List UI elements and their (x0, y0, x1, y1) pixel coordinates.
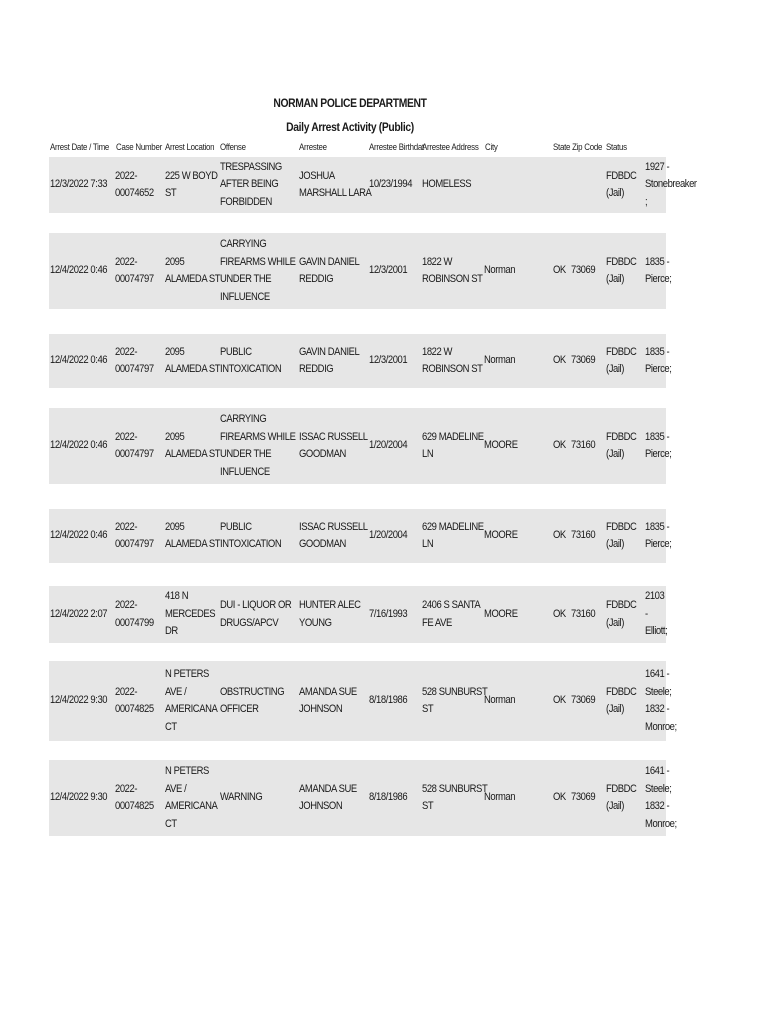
cell-arrestee-birthdate (369, 760, 413, 836)
cell-offense-text: PUBLIC INTOXICATION (220, 345, 282, 375)
table-row (49, 586, 666, 643)
cell-status-text: FDBDC (Jail) (606, 685, 637, 715)
cell-arrestee-address (422, 334, 492, 388)
cell-arrestee-text: AMANDA SUE JOHNSON (299, 782, 357, 812)
cell-zip-code-text: 73160 (571, 607, 596, 620)
cell-case-number-text: 2022- 00074797 (115, 255, 154, 285)
cell-state (553, 408, 568, 484)
cell-arrestee (299, 233, 369, 309)
cell-arresting-officer (645, 157, 705, 213)
table-row (49, 157, 697, 213)
cell-arrestee-text: ISSAC RUSSELL GOODMAN (299, 520, 368, 550)
cell-arrest-date-time-text: 12/4/2022 0:46 (50, 529, 108, 542)
cell-arrestee-birthdate (369, 334, 413, 388)
cell-state-text: OK (553, 607, 566, 620)
cell-status-text: FDBDC (Jail) (606, 169, 637, 199)
cell-status (606, 408, 641, 484)
cell-arrestee (299, 509, 379, 563)
cell-arresting-officer (645, 661, 682, 741)
cell-zip-code-text: 73069 (571, 264, 596, 277)
cell-offense-text: DUI - LIQUOR OR DRUGS/APCV (220, 599, 292, 629)
cell-city-text: MOORE (484, 439, 518, 452)
cell-state-text: OK (553, 354, 566, 367)
cell-arrestee-birthdate (369, 586, 413, 643)
cell-arrestee-address-text: 629 MADELINE LN (422, 520, 484, 550)
cell-arrest-location-text: N PETERS AVE / AMERICANA CT (165, 668, 218, 733)
header-arrest-date-time: Arrest Date / Time (50, 142, 110, 152)
cell-case-number (115, 233, 160, 309)
cell-arresting-officer-text: 1835 - Pierce; (645, 430, 672, 460)
cell-city (484, 661, 520, 741)
cell-arrestee-birthdate (369, 157, 419, 213)
cell-arresting-officer-text: 1835 - Pierce; (645, 520, 672, 550)
cell-arrestee-address-text: 528 SUNBURST ST (422, 782, 488, 812)
cell-arrestee-address-text: 1822 W ROBINSON ST (422, 255, 483, 285)
cell-arrestee-birthdate (369, 661, 413, 741)
cell-state-text: OK (553, 529, 566, 542)
cell-arrest-date-time (50, 760, 116, 836)
cell-arresting-officer (645, 334, 676, 388)
cell-case-number-text: 2022- 00074825 (115, 782, 154, 812)
cell-arrestee-address-text: 1822 W ROBINSON ST (422, 345, 483, 375)
cell-offense-text: WARNING (220, 791, 263, 804)
cell-arresting-officer-text: 1835 - Pierce; (645, 345, 672, 375)
page-title: NORMAN POLICE DEPARTMENT (273, 96, 427, 110)
cell-state-text: OK (553, 264, 566, 277)
cell-arresting-officer (645, 586, 671, 643)
cell-offense (220, 586, 303, 643)
cell-offense (220, 334, 291, 388)
cell-case-number (115, 509, 160, 563)
cell-arrest-location-text: 225 W BOYD ST (165, 169, 218, 199)
cell-arrestee (299, 586, 371, 643)
cell-arrest-date-time (50, 408, 116, 484)
cell-arresting-officer-text: 1927 - Stonebreaker ; (645, 160, 697, 208)
cell-offense (220, 408, 308, 484)
header-city: City (485, 142, 498, 152)
cell-arrestee-address-text: 2406 S SANTA FE AVE (422, 599, 481, 629)
cell-arrest-location (165, 157, 226, 213)
cell-arrestee-birthdate-text: 1/20/2004 (369, 529, 408, 542)
cell-state (553, 233, 568, 309)
cell-arrest-date-time (50, 157, 116, 213)
cell-arrest-date-time-text: 12/4/2022 9:30 (50, 694, 108, 707)
cell-status (606, 586, 641, 643)
cell-arrest-date-time (50, 661, 116, 741)
cell-arrestee-address-text: HOMELESS (422, 178, 472, 191)
cell-arrest-location-text: 2095 ALAMEDA ST (165, 255, 221, 285)
cell-case-number-text: 2022- 00074652 (115, 169, 154, 199)
cell-arrest-date-time-text: 12/4/2022 2:07 (50, 607, 108, 620)
cell-city (484, 760, 520, 836)
page-subtitle: Daily Arrest Activity (Public) (286, 120, 414, 134)
cell-offense-text: PUBLIC INTOXICATION (220, 520, 282, 550)
cell-case-number-text: 2022- 00074825 (115, 685, 154, 715)
header-case-number: Case Number (116, 142, 162, 152)
cell-zip-code (571, 408, 599, 484)
header-state-zip: State Zip Code (553, 142, 603, 152)
cell-arresting-officer (645, 233, 676, 309)
cell-city-text: Norman (484, 354, 516, 367)
cell-state (553, 760, 568, 836)
cell-offense (220, 509, 291, 563)
header-arrest-location: Arrest Location (165, 142, 215, 152)
cell-status-text: FDBDC (Jail) (606, 345, 637, 375)
cell-arresting-officer-text: 1835 - Pierce; (645, 255, 672, 285)
cell-arrestee-address-text: 528 SUNBURST ST (422, 685, 488, 715)
cell-case-number (115, 334, 160, 388)
cell-arrestee-birthdate-text: 1/20/2004 (369, 439, 408, 452)
cell-arrest-date-time (50, 334, 116, 388)
cell-arrestee-text: AMANDA SUE JOHNSON (299, 685, 357, 715)
cell-arrestee-address (422, 233, 492, 309)
cell-status-text: FDBDC (Jail) (606, 520, 637, 550)
cell-arrestee-address-text: 629 MADELINE LN (422, 430, 484, 460)
table-row (49, 509, 672, 563)
cell-zip-code (571, 233, 599, 309)
table-row (49, 408, 672, 484)
table-row (49, 661, 677, 741)
cell-city-text: Norman (484, 264, 516, 277)
cell-arrestee-address (422, 509, 494, 563)
cell-arresting-officer-text: 2103 - Elliott; (645, 590, 668, 638)
cell-status (606, 233, 641, 309)
cell-arrest-date-time-text: 12/4/2022 0:46 (50, 439, 108, 452)
cell-city-text: Norman (484, 791, 516, 804)
cell-arrestee-birthdate-text: 8/18/1986 (369, 791, 408, 804)
cell-zip-code (571, 509, 599, 563)
cell-arresting-officer (645, 509, 676, 563)
cell-state-text: OK (553, 694, 566, 707)
cell-arrestee-address (422, 157, 479, 213)
header-status: Status (606, 142, 627, 152)
cell-arrest-location-text: 2095 ALAMEDA ST (165, 345, 221, 375)
cell-state (553, 334, 568, 388)
cell-offense (220, 760, 269, 836)
cell-state (553, 586, 568, 643)
cell-arrestee (299, 661, 366, 741)
cell-arrestee-text: ISSAC RUSSELL GOODMAN (299, 430, 368, 460)
cell-case-number (115, 661, 160, 741)
cell-status (606, 334, 641, 388)
cell-state (553, 661, 568, 741)
cell-zip-code-text: 73069 (571, 354, 596, 367)
header-offense: Offense (220, 142, 246, 152)
cell-offense (220, 661, 295, 741)
table-row (49, 334, 672, 388)
cell-arrest-date-time-text: 12/3/2022 7:33 (50, 178, 108, 191)
cell-arrestee-birthdate-text: 8/18/1986 (369, 694, 408, 707)
cell-status (606, 661, 641, 741)
cell-case-number (115, 760, 160, 836)
cell-arrest-date-time (50, 233, 116, 309)
cell-state (553, 509, 568, 563)
cell-status-text: FDBDC (Jail) (606, 255, 637, 285)
cell-city-text: Norman (484, 694, 516, 707)
cell-arrestee-birthdate (369, 408, 413, 484)
header-arrestee: Arrestee (299, 142, 327, 152)
cell-case-number-text: 2022- 00074799 (115, 599, 154, 629)
cell-arresting-officer-text: 1641 - Steele; 1832 - Monroe; (645, 765, 677, 830)
cell-arresting-officer (645, 760, 682, 836)
cell-arrest-date-time (50, 586, 116, 643)
cell-zip-code-text: 73069 (571, 791, 596, 804)
cell-status-text: FDBDC (Jail) (606, 782, 637, 812)
cell-arrestee-birthdate-text: 12/3/2001 (369, 354, 408, 367)
header-arrestee-address: Arrestee Address (422, 142, 479, 152)
cell-offense (220, 157, 292, 213)
cell-arrestee-address (422, 408, 494, 484)
cell-state-text: OK (553, 791, 566, 804)
cell-city (484, 509, 523, 563)
cell-status (606, 157, 641, 213)
cell-arrestee-birthdate-text: 7/16/1993 (369, 607, 408, 620)
cell-case-number (115, 586, 160, 643)
cell-arrest-date-time (50, 509, 116, 563)
cell-arrest-location (165, 586, 223, 643)
cell-arrestee-birthdate (369, 233, 413, 309)
cell-arrest-date-time-text: 12/4/2022 0:46 (50, 264, 108, 277)
cell-arrestee (299, 408, 379, 484)
cell-arrestee-birthdate-text: 10/23/1994 (369, 178, 413, 191)
cell-status (606, 760, 641, 836)
cell-status (606, 509, 641, 563)
cell-arrestee (299, 334, 369, 388)
cell-offense-text: CARRYING FIREARMS WHILE UNDER THE INFLUENCE (220, 238, 296, 303)
cell-arrest-location (165, 760, 226, 836)
cell-city (484, 334, 520, 388)
cell-offense (220, 233, 308, 309)
cell-case-number (115, 408, 160, 484)
cell-arresting-officer (645, 408, 676, 484)
cell-arrestee-birthdate-text: 12/3/2001 (369, 264, 408, 277)
cell-case-number (115, 157, 160, 213)
cell-arrest-location-text: 2095 ALAMEDA ST (165, 520, 221, 550)
cell-arrest-date-time-text: 12/4/2022 0:46 (50, 354, 108, 367)
cell-arrest-location-text: N PETERS AVE / AMERICANA CT (165, 765, 218, 830)
cell-arrestee-text: JOSHUA MARSHALL LARA (299, 169, 372, 199)
cell-zip-code (571, 661, 599, 741)
cell-zip-code (571, 586, 599, 643)
cell-arrest-location (165, 661, 226, 741)
cell-city-text: MOORE (484, 529, 518, 542)
cell-arrest-location-text: 2095 ALAMEDA ST (165, 430, 221, 460)
cell-zip-code-text: 73160 (571, 439, 596, 452)
cell-offense-text: OBSTRUCTING OFFICER (220, 685, 285, 715)
cell-zip-code-text: 73160 (571, 529, 596, 542)
cell-city-text: MOORE (484, 607, 518, 620)
cell-offense-text: TRESPASSING AFTER BEING FORBIDDEN (220, 160, 282, 208)
cell-arrestee-text: HUNTER ALEC YOUNG (299, 599, 361, 629)
cell-case-number-text: 2022- 00074797 (115, 520, 154, 550)
cell-arrest-date-time-text: 12/4/2022 9:30 (50, 791, 108, 804)
cell-zip-code-text: 73069 (571, 694, 596, 707)
cell-city (484, 586, 523, 643)
cell-status-text: FDBDC (Jail) (606, 430, 637, 460)
cell-zip-code (571, 760, 599, 836)
cell-status-text: FDBDC (Jail) (606, 599, 637, 629)
cell-offense-text: CARRYING FIREARMS WHILE UNDER THE INFLUENCE (220, 413, 296, 478)
cell-case-number-text: 2022- 00074797 (115, 345, 154, 375)
table-row (49, 233, 672, 309)
cell-arrestee-birthdate (369, 509, 413, 563)
cell-arrestee (299, 760, 366, 836)
cell-arrest-location-text: 418 N MERCEDES DR (165, 590, 216, 638)
cell-state-text: OK (553, 439, 566, 452)
cell-arrestee-address (422, 586, 490, 643)
cell-arrestee-text: GAVIN DANIEL REDDIG (299, 345, 360, 375)
cell-city (484, 233, 520, 309)
cell-arrestee-text: GAVIN DANIEL REDDIG (299, 255, 360, 285)
cell-arresting-officer-text: 1641 - Steele; 1832 - Monroe; (645, 668, 677, 733)
cell-zip-code (571, 334, 599, 388)
cell-case-number-text: 2022- 00074797 (115, 430, 154, 460)
cell-city (484, 408, 523, 484)
header-arrestee-birthdate: Arrestee Birthdat (369, 142, 424, 152)
table-row (49, 760, 677, 836)
